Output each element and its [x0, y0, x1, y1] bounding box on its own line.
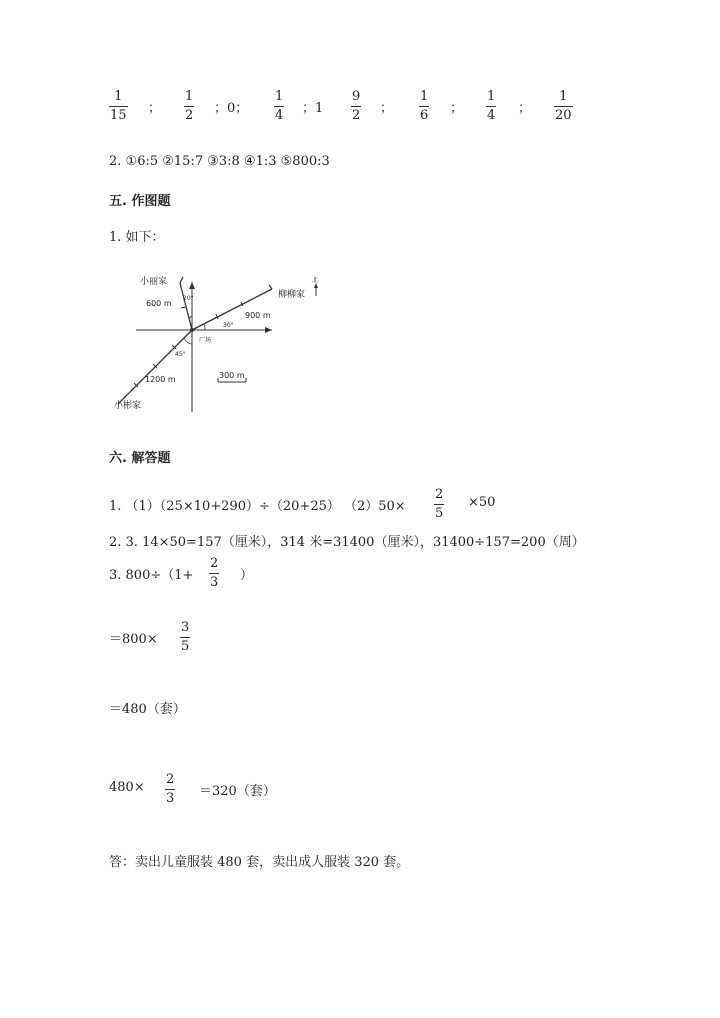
- fraction-5: 1 6: [420, 89, 429, 123]
- line-to-xiaoli: [180, 283, 192, 330]
- label-north: 北: [312, 277, 319, 284]
- direction-map-diagram: [108, 268, 348, 416]
- q3-fraction: 2 3: [210, 556, 219, 590]
- label-20deg: 20°: [183, 295, 194, 302]
- fraction-6: 1 4: [487, 89, 496, 123]
- step3-expression-part1: 480×: [109, 780, 145, 795]
- q1-expression-part1: 1. （1）（25×10+290）÷（20+25） （2）50×: [109, 499, 406, 514]
- label-xiaobin: 小彬家: [114, 401, 142, 411]
- q1-expression-part2: ×50: [468, 495, 496, 510]
- label-600m: 600 m: [146, 299, 172, 308]
- final-answer: 答：卖出儿童服装 480 套，卖出成人服装 320 套。: [109, 855, 410, 870]
- separator: ；1: [302, 101, 324, 116]
- fraction-7: 1 20: [555, 89, 572, 123]
- north-arrow: [189, 282, 195, 289]
- label-900m: 900 m: [245, 311, 271, 320]
- label-xiaoli: 小丽家: [140, 277, 168, 287]
- step2-expression: ＝480（套）: [109, 702, 186, 717]
- separator: ；: [450, 101, 464, 116]
- square-point: [190, 328, 194, 332]
- q3-expression-part2: ）: [240, 568, 254, 583]
- section-5-item-1: 1. 如下：: [109, 230, 165, 245]
- label-square: 广场: [199, 337, 212, 344]
- step3-fraction: 2 3: [166, 772, 175, 806]
- q1-fraction: 2 5: [435, 487, 444, 521]
- step1-expression: ＝800×: [109, 632, 158, 647]
- q3-expression-part1: 3. 800÷（1+: [109, 568, 194, 583]
- label-30deg: 30°: [223, 322, 234, 329]
- label-45deg: 45°: [175, 351, 186, 358]
- label-scale: 300 m: [219, 371, 245, 380]
- separator: ；0；: [214, 101, 249, 116]
- ratio-answers: 2. ①6:5 ②15:7 ③3:8 ④1:3 ⑤800:3: [109, 154, 330, 169]
- fraction-1: 1 15: [110, 89, 127, 123]
- fraction-2: 1 2: [185, 89, 194, 123]
- fraction-4: 9 2: [352, 89, 361, 123]
- label-1200m: 1200 m: [145, 375, 176, 384]
- q2-expression: 2. 3. 14×50=157（厘米），314 米=31400（厘米），31400÷157=200（周）: [109, 535, 585, 550]
- section-5-heading: 五. 作图题: [109, 194, 171, 209]
- separator: ；: [148, 101, 162, 116]
- fraction-3: 1 4: [275, 89, 284, 123]
- line-to-xiaobin: [118, 330, 192, 404]
- step3-expression-part2: ＝320（套）: [199, 784, 276, 799]
- step1-fraction: 3 5: [181, 620, 190, 654]
- separator: ；: [380, 101, 394, 116]
- separator: ；: [518, 101, 532, 116]
- east-arrow: [265, 327, 272, 333]
- section-6-heading: 六. 解答题: [109, 451, 171, 466]
- label-liuliu: 柳柳家: [278, 290, 306, 300]
